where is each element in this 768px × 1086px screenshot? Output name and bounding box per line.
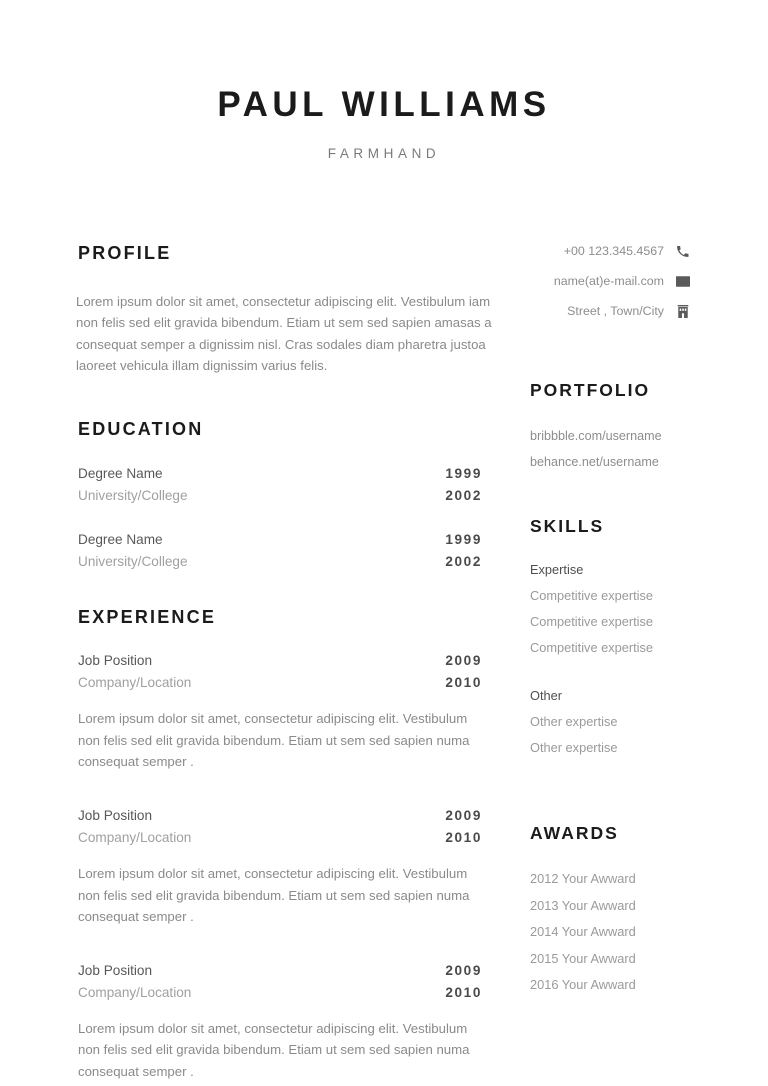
experience-end-year: 2010 [445, 984, 482, 1000]
education-entry-line-secondary [78, 551, 482, 573]
experience-position: Job Position [78, 962, 153, 978]
portfolio-heading: PORTFOLIO [530, 380, 651, 400]
experience-description: Lorem ipsum dolor sit amet, consectetur adipiscing elit. Vestibulum non felis sed elit gravida bibendum. Etiam ut sem sed sapien numa consequat semper . [78, 865, 470, 925]
experience-company: Company/Location [78, 984, 192, 1000]
experience-entry-line-primary [78, 650, 482, 672]
experience-entry [78, 960, 482, 1083]
education-entry [78, 529, 482, 573]
skill-item: Other expertise [530, 714, 618, 729]
candidate-name: PAUL WILLIAMS [217, 85, 551, 124]
skills-group-title: Expertise [530, 562, 584, 577]
experience-description: Lorem ipsum dolor sit amet, consectetur adipiscing elit. Vestibulum non felis sed elit gravida bibendum. Etiam ut sem sed sapien numa consequat semper . [78, 1020, 470, 1079]
section-skills [530, 516, 690, 761]
experience-heading: EXPERIENCE [78, 606, 217, 627]
experience-entry [78, 650, 482, 773]
education-end-year: 2002 [445, 553, 482, 569]
experience-entry-line-primary [78, 805, 482, 827]
skill-item: Other expertise [530, 740, 618, 755]
awards-list [530, 866, 690, 999]
skill-item: Competitive expertise [530, 588, 654, 603]
education-entry-line-secondary [78, 485, 482, 507]
education-end-year: 2002 [445, 487, 482, 503]
section-experience [78, 607, 482, 1083]
portfolio-list [530, 423, 690, 475]
award-item: 2012 Your Awward [530, 871, 636, 886]
award-item: 2014 Your Awward [530, 924, 636, 939]
left-column [76, 243, 492, 1083]
education-degree: Degree Name [78, 531, 163, 547]
award-item: 2016 Your Awward [530, 977, 636, 992]
section-awards [530, 823, 690, 999]
experience-description: Lorem ipsum dolor sit amet, consectetur adipiscing elit. Vestibulum non felis sed elit gravida bibendum. Etiam ut sem sed sapien numa consequat semper . [78, 711, 470, 770]
contact-phone-text: +00 123.345.4567 [563, 244, 664, 258]
education-heading: EDUCATION [78, 418, 204, 439]
section-profile [76, 243, 492, 377]
right-column [530, 243, 690, 999]
resume-header [0, 0, 768, 161]
experience-start-year: 2009 [445, 807, 482, 823]
education-start-year: 1999 [445, 531, 482, 547]
portfolio-link[interactable]: bribbble.com/username [530, 429, 662, 443]
education-entry-line-primary [78, 529, 482, 551]
skills-group [530, 683, 690, 761]
experience-entry-line-secondary [78, 982, 482, 1004]
portfolio-link[interactable]: behance.net/username [530, 455, 659, 469]
skill-item: Competitive expertise [530, 614, 654, 629]
experience-start-year: 2009 [445, 962, 482, 978]
skills-heading: SKILLS [530, 516, 605, 536]
experience-entry [78, 805, 482, 928]
skill-item: Competitive expertise [530, 640, 654, 655]
experience-end-year: 2010 [445, 829, 482, 845]
education-school: University/College [78, 487, 188, 503]
award-item: 2013 Your Awward [530, 897, 636, 913]
education-entry-line-primary [78, 463, 482, 485]
experience-company: Company/Location [78, 675, 192, 691]
experience-position: Job Position [78, 807, 153, 823]
section-education [78, 419, 482, 573]
profile-text: Lorem ipsum dolor sit amet, consectetur adipiscing elit. Vestibulum iam non felis sed elit gravida bibendum. Etiam ut sem sed sapien amasas a consequat semper a dignissim nisl. Cras sodales diam pharetra justoa laoreet vehicula illam dignissim varius felis. [76, 293, 492, 374]
education-start-year: 1999 [445, 465, 482, 481]
experience-start-year: 2009 [445, 653, 482, 669]
education-degree: Degree Name [78, 465, 163, 481]
experience-company: Company/Location [78, 829, 192, 845]
skills-group-title: Other [530, 688, 563, 703]
profile-heading: PROFILE [78, 243, 172, 263]
candidate-job-title: FARMHAND [327, 145, 441, 161]
experience-entry-line-secondary [78, 827, 482, 849]
contact-email-text: name(at)e-mail.com [553, 274, 664, 288]
education-entry [78, 463, 482, 507]
contact-address-text: Street , Town/City [567, 304, 664, 318]
section-portfolio [530, 380, 690, 475]
experience-end-year: 2010 [445, 675, 482, 691]
experience-entry-line-secondary [78, 672, 482, 694]
education-school: University/College [78, 553, 188, 569]
experience-entry-line-primary [78, 960, 482, 982]
skills-group [530, 557, 690, 661]
award-item: 2015 Your Awward [530, 950, 636, 966]
experience-position: Job Position [78, 653, 153, 669]
awards-heading: AWARDS [530, 823, 619, 843]
